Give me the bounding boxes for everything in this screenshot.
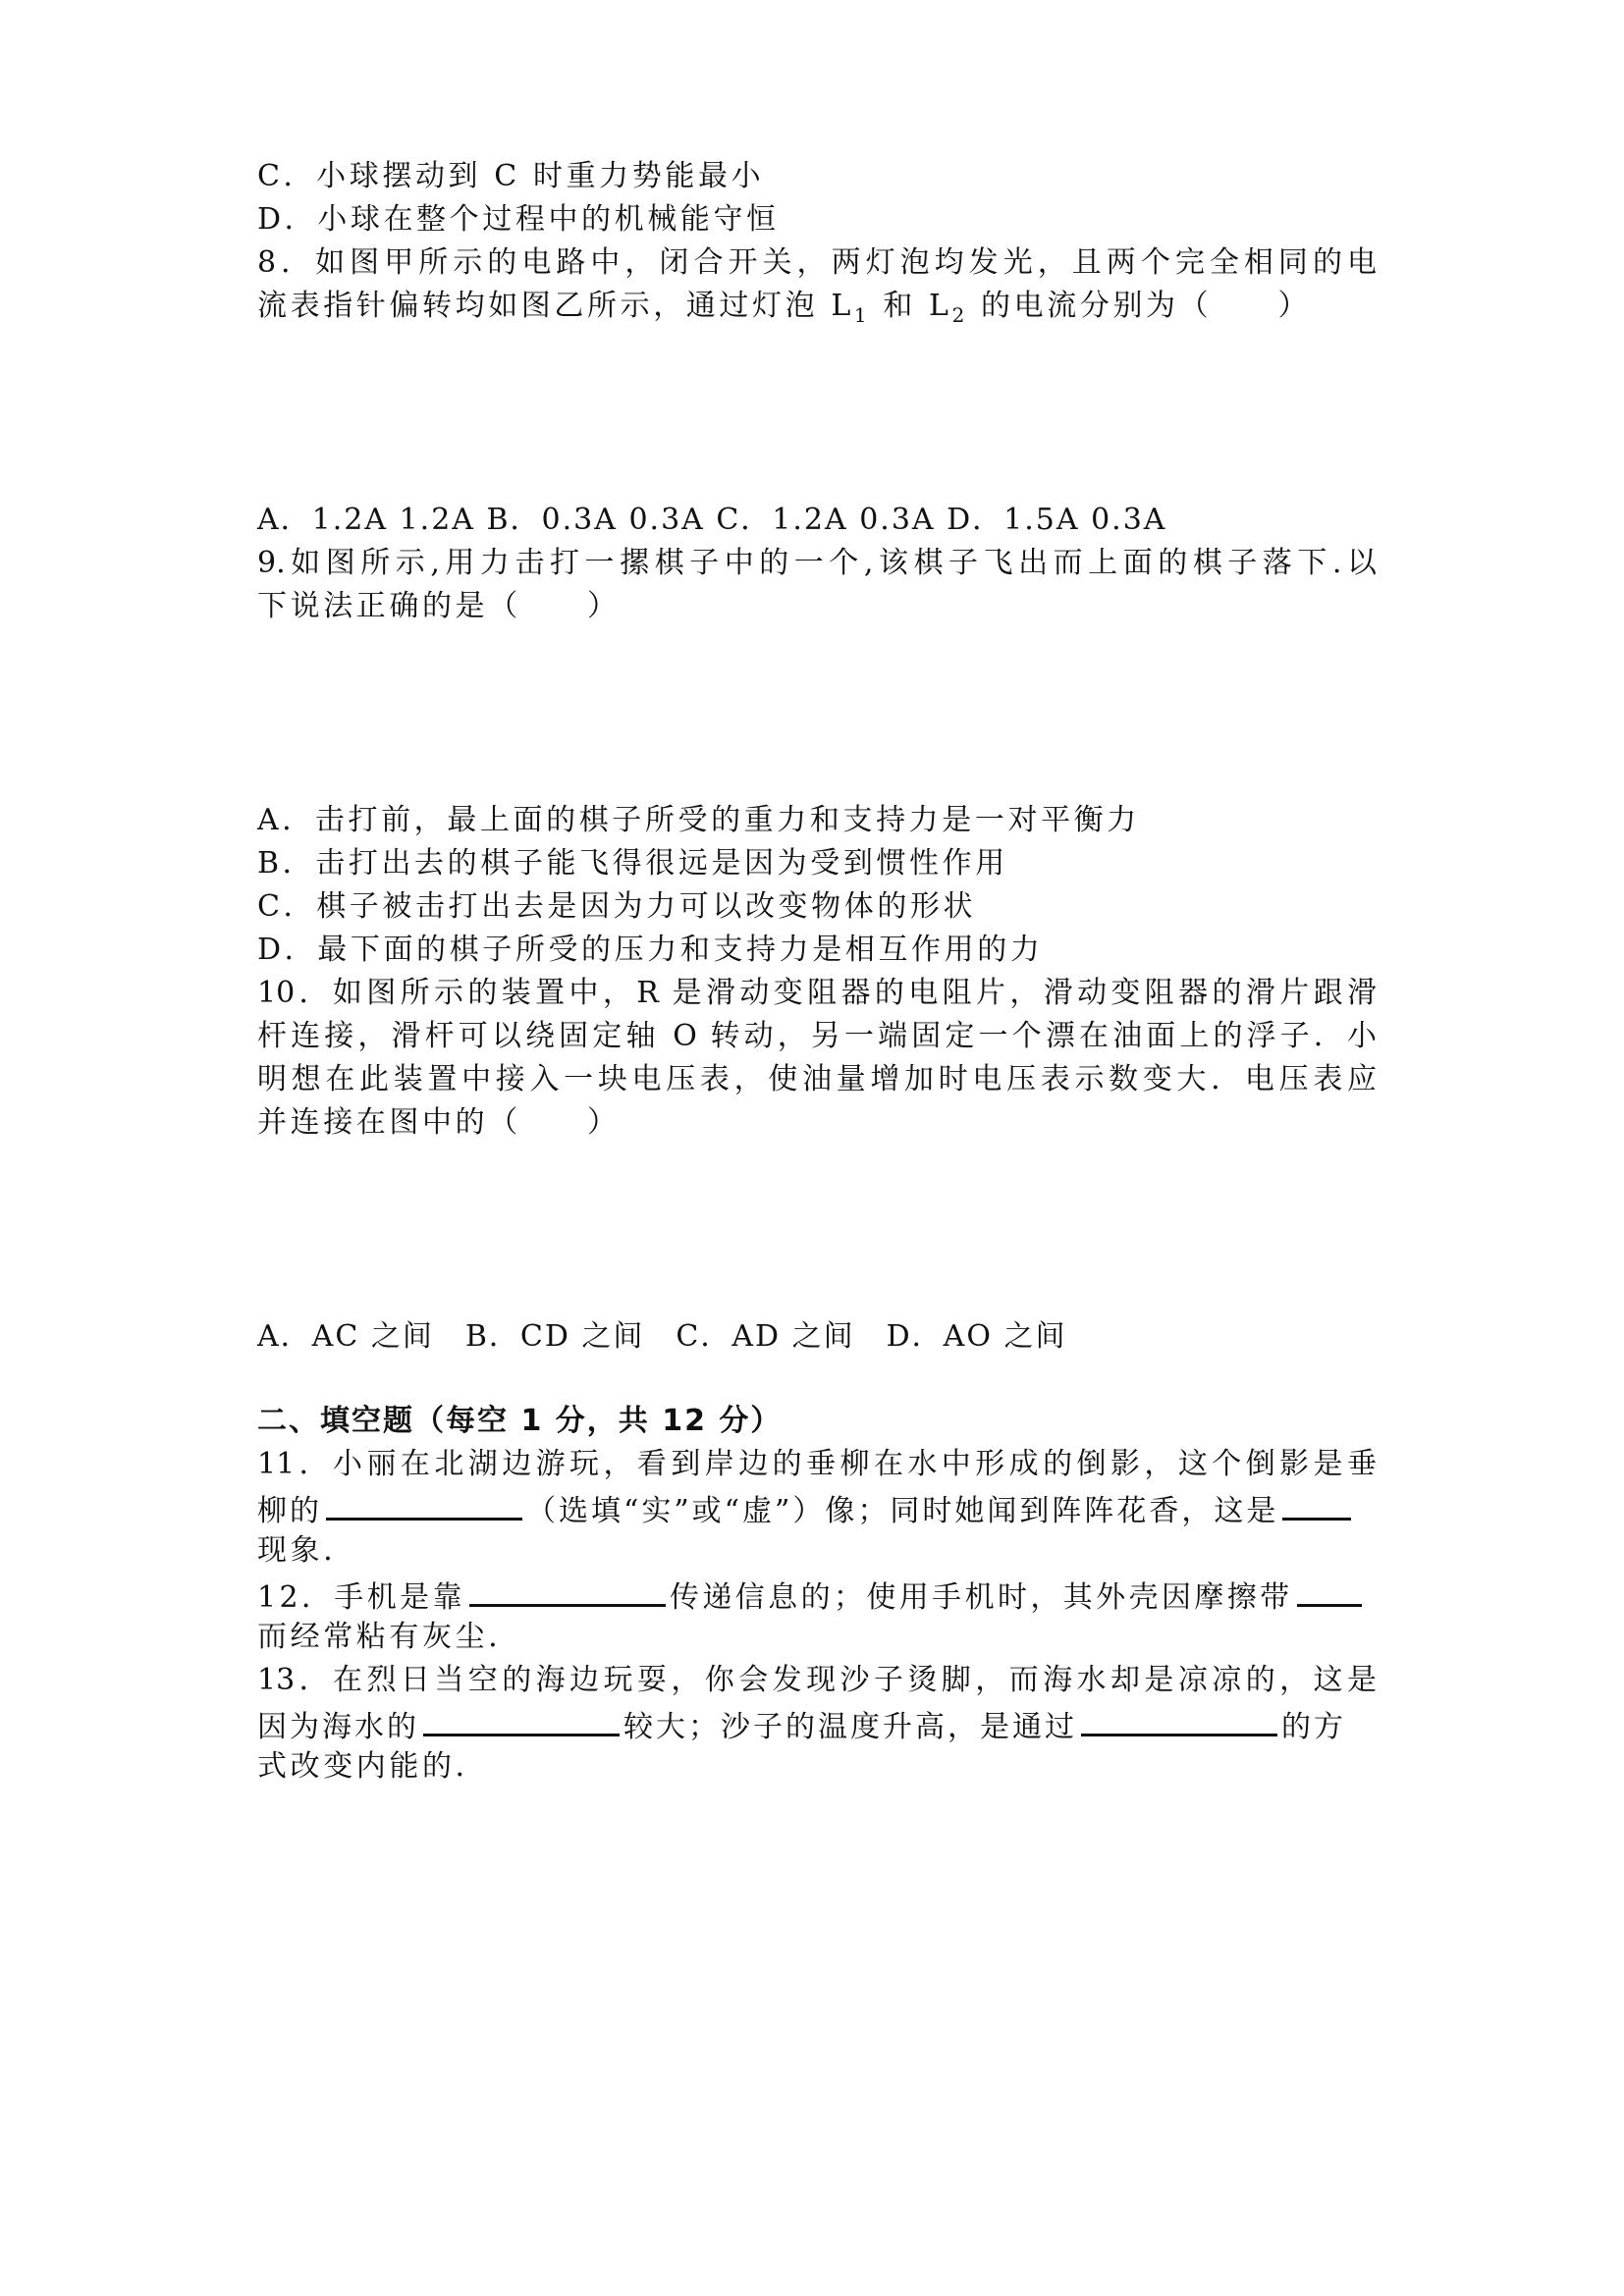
q11-line-3: 现象．	[257, 1533, 356, 1568]
section-2-heading: 二、填空题（每空 1 分，共 12 分）	[257, 1404, 783, 1438]
q8-line-2	[257, 287, 1377, 326]
q12-line-1-text-a: 12．手机是靠	[257, 1580, 465, 1615]
q11-blank-2[interactable]	[1282, 1488, 1351, 1521]
q9-option-b: B．击打出去的棋子能飞得很远是因为受到惯性作用	[257, 846, 1008, 881]
q12-blank-1[interactable]	[469, 1575, 666, 1607]
q10-line-1: 10．如图所示的装置中，R 是滑动变阻器的电阻片，滑动变阻器的滑片跟滑	[257, 976, 1377, 1010]
q9-line-1: 9.如图所示,用力击打一摞棋子中的一个,该棋子飞出而上面的棋子落下.以	[257, 546, 1377, 580]
q12-line-1	[257, 1575, 1377, 1618]
q7-option-d: D．小球在整个过程中的机械能守恒	[257, 202, 780, 237]
q12-line-1-text-b: 传递信息的；使用手机时，其外壳因摩擦带	[669, 1580, 1293, 1615]
q8-line-2-text-b: 和 L	[870, 289, 952, 323]
q10-line-4: 并连接在图中的（ ）	[257, 1105, 621, 1140]
q11-line-2-text-a: 柳的	[257, 1494, 322, 1528]
q8-line-2-text-c: 的电流分别为（ ）	[967, 289, 1312, 323]
q12-blank-2[interactable]	[1297, 1575, 1362, 1607]
q9-option-d: D．最下面的棋子所受的压力和支持力是相互作用的力	[257, 933, 1044, 967]
q8-line-2-text-a: 流表指针偏转均如图乙所示，通过灯泡 L	[257, 289, 854, 323]
q11-blank-1[interactable]	[326, 1488, 522, 1521]
q10-options: A．AC 之间 B．CD 之间 C．AD 之间 D．AO 之间	[257, 1319, 1067, 1354]
q13-blank-1[interactable]	[423, 1704, 620, 1736]
q11-line-2	[257, 1488, 1377, 1531]
q13-line-2	[257, 1704, 1377, 1747]
q13-line-1: 13．在烈日当空的海边玩耍，你会发现沙子烫脚，而海水却是凉凉的，这是	[257, 1663, 1377, 1697]
q12-line-2: 而经常粘有灰尘．	[257, 1620, 521, 1654]
q13-line-2-text-c: 的方	[1281, 1710, 1346, 1744]
q9-line-2: 下说法正确的是（ ）	[257, 589, 621, 623]
q11-line-2-text-b: （选填“实”或“虚”）像；同时她闻到阵阵花香，这是	[526, 1494, 1279, 1528]
q11-line-1: 11．小丽在北湖边游玩，看到岸边的垂柳在水中形成的倒影，这个倒影是垂	[257, 1447, 1377, 1481]
q13-blank-2[interactable]	[1081, 1704, 1277, 1736]
q8-options: A．1.2A 1.2A B．0.3A 0.3A C．1.2A 0.3A D．1.5A 0.3A	[257, 503, 1167, 537]
q10-line-3: 明想在此装置中接入一块电压表，使油量增加时电压表示数变大．电压表应	[257, 1062, 1377, 1096]
q10-line-2: 杆连接，滑杆可以绕固定轴 O 转动，另一端固定一个漂在油面上的浮子．小	[257, 1019, 1377, 1053]
q13-line-2-text-a: 因为海水的	[257, 1710, 419, 1744]
q8-subscript-1: 1	[853, 303, 871, 327]
q9-option-c: C．棋子被击打出去是因为力可以改变物体的形状	[257, 889, 977, 924]
q9-option-a: A．击打前，最上面的棋子所受的重力和支持力是一对平衡力	[257, 803, 1140, 837]
q8-line-1: 8．如图甲所示的电路中，闭合开关，两灯泡均发光，且两个完全相同的电	[257, 245, 1377, 280]
q7-option-c: C．小球摆动到 C 时重力势能最小	[257, 159, 765, 193]
q8-subscript-2: 2	[951, 303, 968, 327]
q13-line-2-text-b: 较大；沙子的温度升高，是通过	[623, 1710, 1077, 1744]
q13-line-3: 式改变内能的．	[257, 1749, 489, 1784]
